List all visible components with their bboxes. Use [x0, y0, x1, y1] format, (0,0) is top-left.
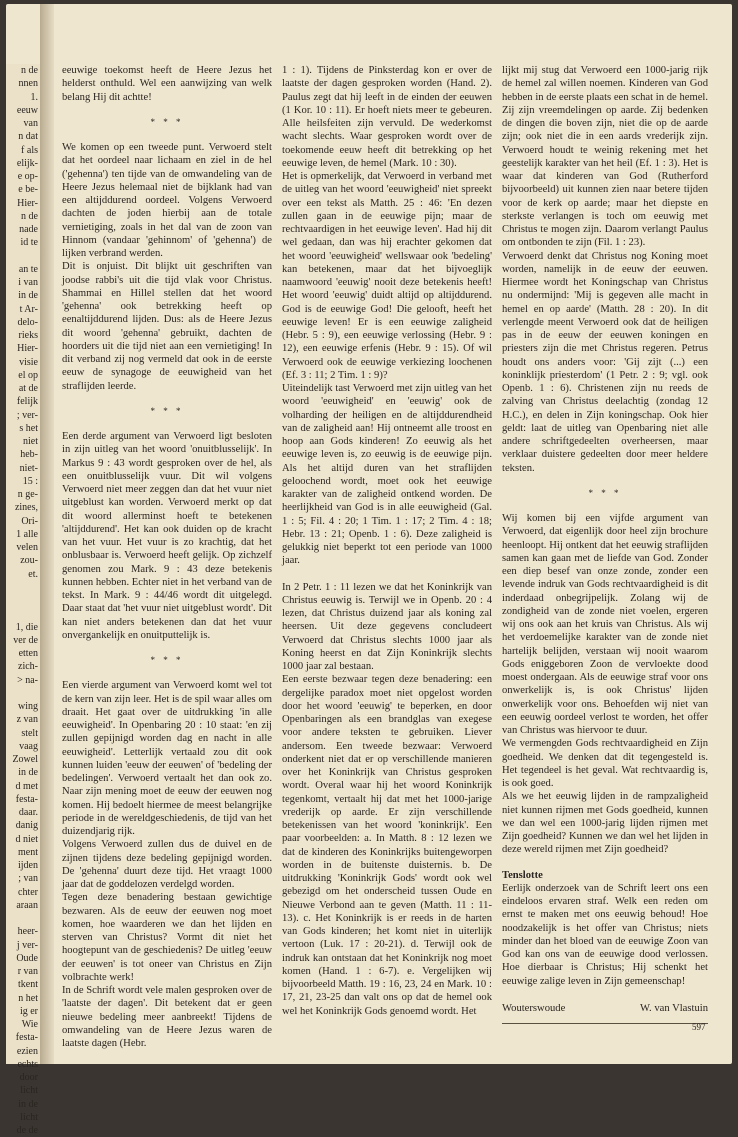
previous-page-fragment: licht: [20, 1085, 38, 1097]
previous-page-fragment: zou-: [20, 555, 38, 567]
previous-page-fragment: [6, 912, 40, 925]
previous-page-fragment: n de: [21, 210, 38, 222]
section-separator: * * *: [150, 116, 184, 127]
previous-page-fragment: wing: [18, 701, 38, 712]
column-1: [62, 64, 272, 1050]
magazine-page: [6, 4, 732, 1136]
previous-page-fragment: rieks: [18, 330, 38, 341]
footer-rule: [502, 1023, 708, 1024]
previous-page-fragment: 1, die: [15, 621, 38, 633]
previous-page-fragment: n dat: [18, 131, 38, 143]
previous-page-fragment: Ori-: [21, 515, 38, 527]
previous-page-fragment: festa-: [15, 1032, 38, 1044]
previous-page-fragment: nade: [19, 224, 38, 235]
previous-page-fragment: tkent: [18, 979, 38, 991]
previous-page-fragment: s het: [19, 422, 38, 434]
previous-page-fragment: > na-: [17, 674, 38, 686]
paragraph: Verwoerd denkt dat Christus nog Koning moet worden, namelijk in de eeuw der eeuwen. Hiermee wordt het Koningschap van Christus nu ondermijnd: 'Mij is gegeven alle macht in hemel en op aarde' (Matth. 28 : 20). In dit verlengde meent Verwoerd ook dat de heiligen pas in de eeuw der eeuwen koningen en priesters zijn die met Christus regeren. Petrus houdt ons anders voor: 'Gij zijt (...) een koninklijk priesterdom' (1 Petr. 2 : 9; vgl. ook Openb. 1 : 6). Christenen zijn nu reeds de zalving van Christus deelachtig (zondag 12 H.C.), en delen in Zijn koningschap. Ook hier geldt: laat de uitleg van Openbaring niet alle andere schriftgedeelten overheersen, maar verklaar duistere gedeelten door meer heldere teksten.: [502, 250, 708, 474]
previous-page-fragment: Hier-: [17, 343, 38, 355]
previous-page-fragment: vaag: [19, 740, 38, 752]
column-3: [502, 64, 708, 1024]
section-separator: * * *: [588, 487, 622, 498]
paragraph: Tegen deze benadering bestaan gewichtige bezwaren. Als de eeuw der eeuwen nog moet komen, hoe waarderen we dan het lijden en sterven van Christus? Vormt dit niet het hoogtepunt van de geschiedenis? De uitleg 'eeuw der eeuwen' is tot oneer van Christus en Zijn volbrachte werk!: [62, 892, 272, 983]
previous-page-fragment: elijk-: [16, 157, 38, 169]
paragraph: We vermengden Gods rechtvaardigheid en Zijn goedheid. We denken dat dit tegengesteld is. Het tegendeel is het geval. Wat rechtvaardig is, is ook goed.: [502, 738, 708, 789]
previous-page-fragment: 15 :: [22, 475, 38, 487]
previous-page-fragment: f als: [21, 144, 38, 156]
previous-page-fragment: n ge-: [17, 489, 38, 500]
column-2: [282, 64, 492, 1018]
previous-page-fragment: zich-: [18, 661, 38, 673]
paragraph: Een derde argument van Verwoerd ligt besloten in zijn uitleg van het woord 'onuitblusselijk'. In Markus 9 : 43 wordt gesproken over de hel, als een onuitblusselijk vuur. Dit wil volgens Verwoerd niet meer zeggen dan dat het vuur niet uitgeblust kan worden. Verwoerd merkt op dat dit woord allerminst hoeft te betekenen 'altijddurend'. Het kan ook duiden op de kracht van het vuur. Het vuur is zo krachtig, dat het onblusbaar is. Verwoerd heeft gelijk. Op zichzelf genomen zou Mark. 9 : 43 deze betekenis kunnen hebben. Echter niet in het verband van de tekst. In Mark. 9 : 44/46 wordt dit uitgelegd. Daar staat dat 'het vuur niet uitgeblust wordt'. Dit kan niet anders betekenen dan dat het vuur onvergankelijk en onuitputtelijk is.: [62, 431, 272, 641]
previous-page-fragment: 1 alle: [16, 528, 38, 540]
previous-page-fragment: door: [19, 1072, 38, 1083]
previous-page-fragment: in de: [18, 290, 38, 302]
previous-page-fragment: de de: [16, 1125, 38, 1136]
previous-page-fragment: n de: [21, 65, 38, 76]
paragraph-gap: [282, 568, 492, 581]
signature-place: Wouterswoude: [502, 1002, 566, 1014]
previous-page-fragment: velen: [16, 542, 38, 553]
previous-page-fragment: nnen: [18, 78, 38, 90]
previous-page-fragment: [6, 687, 40, 700]
previous-page-fragment: 1.: [30, 91, 38, 103]
paragraph: Dit is onjuist. Dit blijkt uit geschriften van joodse rabbi's uit die tijd vlak voor Christus. Shammai en Hillel stellen dat het woord 'gehenna' ook betrekking heeft op eenaltijddurend lijden. Dus: als de Heere Jezus dit woord 'gehenna' gebruikt, dachten de hoorders uit die tijd niet aan een vernietiging! In dit verband zij nog vermeld dat ook in de eerste eeuw de synagoge de eeuwigheid van het straflijden leerde.: [62, 261, 272, 392]
previous-page-fragment: ijden: [18, 860, 38, 871]
previous-page-fragment: [6, 581, 40, 594]
previous-page-fragment: d niet: [15, 833, 38, 845]
signature-line: [502, 1002, 708, 1015]
paragraph: eeuwige toekomst heeft de Heere Jezus het helderst onthuld. Wel een aanwijzing van welk belang Hij dit achtte!: [62, 65, 272, 103]
previous-page-fragment: [6, 594, 40, 607]
paragraph: Een vierde argument van Verwoerd komt wel tot de kern van zijn leer. Het is de spil waar alles om draait. Het gaat over de uitdrukking 'in alle eeuwigheid'. In Openbaring 20 : 10 staat: 'en zij zullen gepijnigd worden dag en nacht in alle eeuwigheid'. Letterlijk vertaald zou dit ook kunnen luiden 'eeuw der eeuwen' of 'bedeling der bedelingen'. Verwoerd vertaalt het dan ook zo. Naar zijn mening moet de eeuw der eeuwen nog komen. Hij bedoelt hiermee de meest belangrijke periode in de wereldgeschiedenis, de tijd van het duizendjarig rijk.: [62, 680, 272, 837]
paragraph: Uiteindelijk tast Verwoerd met zijn uitleg van het woord 'eeuwigheid' en 'eeuwig' ook de volharding der heiligen en de altijddurendheid van de zaligheid aan! Hij ontneemt alle troost en hoop aan Gods kinderen! Zo eeuwig als het eeuwige leven is, zo eeuwig is de eeuwige pijn. Als het altijd duren van het straflijden geloochend wordt, moet ook het eeuwige karakter van de zaligheid ontkend worden. De heerlijkheid van God is in alle eeuwigheid (Gal. 1 : 5; Fil. 4 : 20; 1 Tim. 1 : 17; 2 Tim. 4 : 18; Hebr. 13 : 21; Openb. 1 : 6). Deze zaligheid is gelukkig niet beperkt tot een periode van 1000 jaar.: [282, 383, 492, 567]
previous-page-fragment: el op: [18, 369, 38, 381]
previous-page-fragment: et.: [28, 568, 38, 580]
closing-heading: Tenslotte: [502, 869, 543, 881]
section-separator: * * *: [150, 655, 184, 665]
previous-page-fragment: an te: [18, 263, 38, 275]
previous-page-fragment: van: [23, 118, 38, 129]
previous-page-fragment: in de: [18, 767, 38, 779]
section-separator: * * *: [150, 405, 184, 416]
paragraph: In de Schrift wordt vele malen gesproken over de 'laatste der dagen'. Dit betekent dat er geen nieuwe bedeling meer aanbreekt! Tijdens de omwandeling van de Heere Jezus waren de laatste dagen (Hebr.: [62, 985, 272, 1049]
previous-page-fragment: echts: [17, 1058, 38, 1070]
signature-author: W. van Vlastuin: [640, 1002, 708, 1014]
previous-page-fragment: at de: [18, 383, 38, 394]
paragraph: We komen op een tweede punt. Verwoerd stelt dat het oordeel naar lichaam en ziel in de hel ('gehenna') ten tijde van de omwandeling van de Heere Jezus helemaal niet de bijklank had van een altijddurend oordeel. Volgens Verwoerd dachten de joden hierbij aan de totale vernietiging, zoals in het dal van de zoon van Hinnom (vandaar 'gehinnom' of 'gehenna') de lijken verbrand werden.: [62, 142, 272, 259]
previous-page-fragment: delo-: [17, 316, 38, 328]
previous-page-fragment: Wie: [21, 1019, 38, 1030]
previous-page-fragment: felijk: [16, 396, 38, 408]
previous-page-fragment: Hier-: [17, 197, 38, 209]
page-number: 597: [692, 1022, 706, 1032]
previous-page-fragment: daar.: [18, 807, 38, 818]
previous-page-fragment: z van: [16, 714, 38, 726]
previous-page-fragment: i van: [18, 277, 38, 288]
previous-page-fragment: chter: [18, 886, 38, 898]
previous-page-fragment: heb-: [20, 449, 38, 461]
previous-page-fragment: eeuw: [16, 104, 38, 116]
paragraph: lijkt mij stug dat Verwoerd een 1000-jarig rijk de hemel zal willen noemen. Kinderen van God hebben in de eerste plaats een schat in de hemel. Zij zijn vreemdelingen op aarde. Zij bedenken de dingen die boven zijn, niet die op de aarde zijn; ook niet die in een aards vrederijk zijn. Verwoerd houdt te weinig rekening met het geestelijk karakter van het heil (Ef. 1 : 3). Het is waar dat kinderen van God (Rutherford bijvoorbeeld) uit kunnen zien naar betere tijden voor de kerk op aarde; maar het diepste en sterkste verlangen is toch om eeuwig met Christus te mogen zijn. Daarom verlangt Paulus om ontbonden te zijn (Fil. 1 : 23).: [502, 65, 708, 249]
paragraph: Een eerste bezwaar tegen deze benadering: een dergelijke paradox moet niet opgelost worden door het woord 'eeuwig' te beperken, en door Openbaringen als een brandglas van exegese voor andere teksten te gebruiken. Liever andersom. Een tweede bezwaar: Verwoerd onderkent niet dat er op verschillende manieren over het Koninkrijk van Christus gesproken wordt. Overal waar hij het woord Koninkrijk tegenkomt, vertaalt hij dat met het 1000-jarige vrederijk op aarde. Er zijn verschillende betekenissen van het woord 'koninkrijk'. Een paar voorbeelden: a. In Matth. 8 : 12 lezen we dat de kinderen des Koninkrijks buitengeworpen worden in de buitenste duisternis. b. De uitdrukking 'Koninkrijk Gods' wordt ook wel gebezigd om het onderscheid tussen Oude en Nieuwe Verbond aan te geven (Matth. 11 : 11-13). c. Het Koninkrijk is er reeds in de harten van Gods kinderen; het komt niet in uiterlijk vertoon (Luk. 17 : 20-21). d. Terwijl ook de indruk kan ontstaan dat het Koninkrijk nog moet komen (Hand. 1 : 6-7). e. Vergelijken wij bijvoorbeeld Matth. 19 : 16, 23, 24 en Mark. 10 : 17, 21, 23-25 dan valt ons op dat de hemel ook wel het Koninkrijk Gods genoemd wordt. Het: [282, 674, 492, 1017]
previous-page-fragment: niet-: [19, 462, 38, 474]
previous-page-fragment: e be-: [18, 184, 38, 196]
paragraph: Volgens Verwoerd zullen dus de duivel en de zijnen tijdens deze bedeling gepijnigd worden. De 'gehenna' duurt deze tijd. Het vraagt 1000 jaar dat de goddelozen verdelgd worden.: [62, 839, 272, 890]
previous-page-fragment: araan: [16, 899, 38, 911]
previous-page-fragment: n het: [18, 992, 38, 1004]
previous-page-fragment: Oude: [16, 952, 38, 964]
previous-page-fragment: ; van: [18, 873, 38, 885]
book-gutter: [40, 4, 54, 1064]
paragraph: Wij komen bij een vijfde argument van Verwoerd, dat eigenlijk door heel zijn brochure heenloopt. Hij ontkent dat het eeuwig straflijden samen kan gaan met de liefde van God. Zonder een diep besef van onze zonde, zonder een levende indruk van Gods rechtvaardigheid is dit inderdaad onbegrijpelijk. Zolang wij de zondigheid van de zonde niet voelen, ergeren wij ons ook aan het kruis van Christus. Als wij het verdoemelijke karakter van de zonde niet hartelijk belijden, verstaan wij nooit waarom Gods eniggeboren Zoon de vervloekte dood moest ondergaan. Als de eeuwige straf voor ons onwerkelijk is, is ook Christus' lijden onwerkelijk voor ons. Behoefden wij niet van een eeuwig oordeel verlost te worden, het offer van Christus was hiervoor te duur.: [502, 513, 708, 736]
paragraph: 1 : 1). Tijdens de Pinksterdag kon er over de laatste der dagen gesproken worden (Hand. 2). Paulus zegt dat hij leeft in de einden der eeuwen (1 Kor. 10 : 11). Er hoeft niets meer te gebeuren. Alle heilsfeiten zijn vervuld. De wederkomst wacht slechts. Waar gesproken wordt over de toekomende eeuw heeft dit betrekking op het eeuwige leven, de hemel (Mark. 10 : 30).: [282, 65, 492, 169]
paragraph: In 2 Petr. 1 : 11 lezen we dat het Koninkrijk van Christus eeuwig is. Terwijl we in Openb. 20 : 4 lezen, dat Christus duizend jaar als koning zal heersen. Uit deze gegevens concludeert Verwoerd dat Christus slechts 1000 jaar als Koning heerst en dat Zijn Koninkrijk slechts 1000 jaar zal bestaan.: [282, 581, 492, 672]
previous-page-fragment: ; ver-: [16, 409, 38, 421]
previous-page-fragment: in de: [18, 1098, 38, 1110]
closing-paragraph: Eerlijk onderzoek van de Schrift leert ons een eindeloos ervaren straf. Welk een reden om ernst te maken met ons eeuwig behoud! Hoe noodzakelijk is het offer van Christus; niets minder dan het bloed van de eeuwige Zoon van God kan ons van de eeuwige dood verlossen. Hoe dierbaar is Christus; Hij schenkt het eeuwige zalige leven in Zijn gemeenschap!: [502, 882, 708, 987]
previous-page-fragment: [6, 250, 40, 263]
previous-page-fragment: t Ar-: [19, 303, 38, 315]
previous-page-fragment: ig er: [19, 1005, 38, 1017]
previous-page-fragment: zines,: [14, 502, 38, 514]
previous-page-fragment: d met: [15, 780, 38, 792]
paragraph: Als we het eeuwig lijden in de rampzaligheid niet kunnen rijmen met Gods goedheid, kunnen we dan wel een 1000-jarig lijden rijmen met Zijn goedheid? Kunnen we dan wel het lijden in deze wereld rijmen met Zijn goedheid?: [502, 791, 708, 856]
previous-page-fragment: j ver-: [16, 939, 38, 951]
previous-page-fragment: niet: [23, 436, 38, 447]
previous-page-fragment: licht: [20, 1111, 38, 1123]
previous-page-fragment: heer-: [17, 926, 38, 938]
previous-page-fragment: visie: [19, 356, 38, 368]
previous-page-fragment: [6, 607, 40, 620]
previous-page-fragment: etten: [18, 648, 38, 659]
previous-page-fragment: ezien: [16, 1045, 38, 1057]
paragraph: Het is opmerkelijk, dat Verwoerd in verband met de uitleg van het woord 'eeuwigheid' niet spreekt over een tekst als Matth. 25 : 46: 'En dezen zullen gaan in de eeuwige pijn; maar de rechtvaardigen in het eeuwige leven'. Had hij dit wel gedaan, dan was hij erachter gekomen dat het woord 'eeuwigheid' wellswaar ook 'bedeling' kan betekenen, maar dat het bijvoeglijk naamwoord 'eeuwig' nooit deze betekenis heeft! Het woord 'eeuwig' duidt altijd op altijddurend. God is de eeuwige God! Die gelooft, heeft het eeuwige leven! Er is een eeuwige zaligheid (Hebr. 5 : 9), een eeuwige verlossing (Hebr. 9 : 12), een eeuwige erfenis (Hebr. 9 : 15). Of wil Verwoerd ook de eeuwige verkiezing loochenen (Ef. 3 : 11; 2 Tim. 1 : 9)?: [282, 171, 492, 381]
previous-page-fragment: festa-: [15, 793, 38, 805]
previous-page-fragment: ver de: [13, 634, 38, 646]
previous-page-fragment: id te: [20, 237, 38, 249]
previous-page-fragment: r van: [17, 966, 38, 977]
previous-page-fragment: ment: [18, 846, 38, 858]
previous-page-fragment: danig: [15, 820, 38, 832]
previous-page-fragment: stelt: [21, 727, 38, 739]
previous-page-edge: [6, 64, 41, 1136]
previous-page-fragment: Zowel: [12, 754, 38, 765]
previous-page-fragment: e op-: [17, 171, 38, 182]
